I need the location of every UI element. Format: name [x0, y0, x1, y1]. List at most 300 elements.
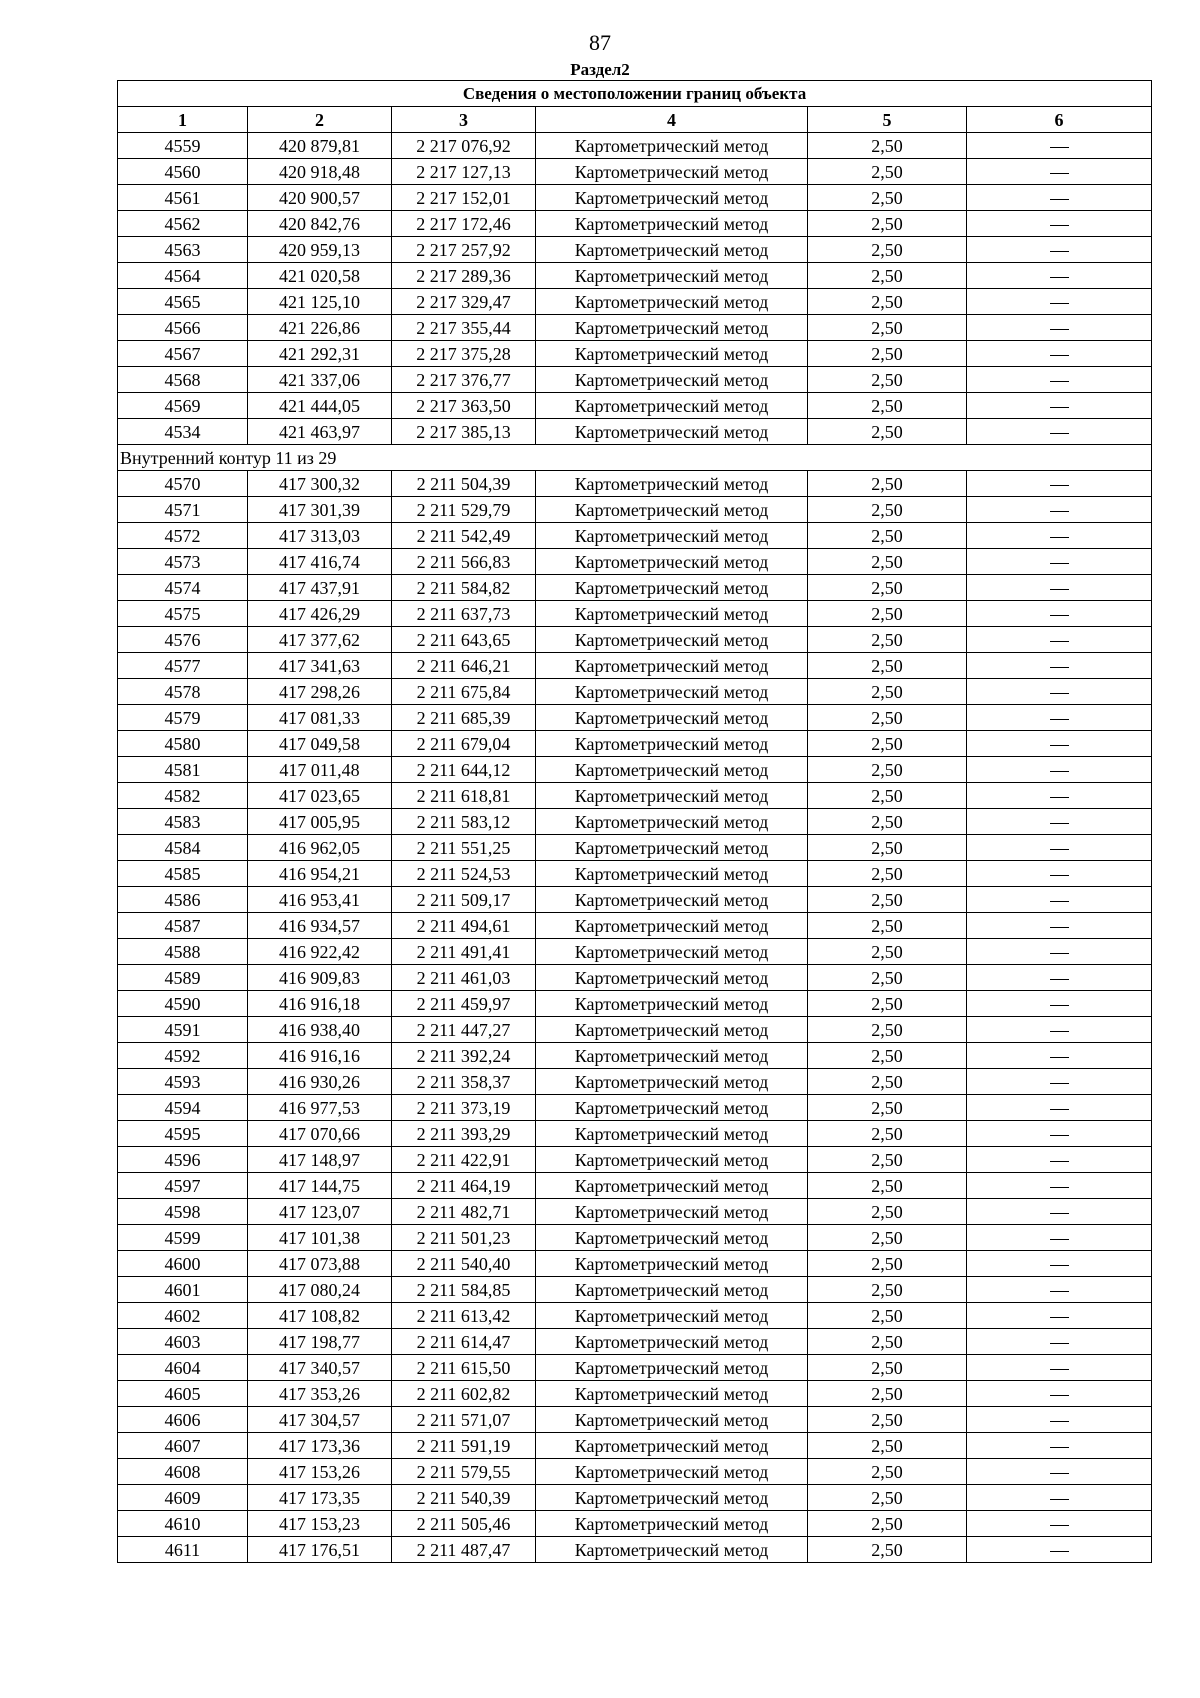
table-row	[118, 419, 1152, 445]
y-coordinate-cell: 2 211 579,55	[392, 1459, 536, 1485]
y-coordinate-cell: 2 211 542,49	[392, 523, 536, 549]
method-cell: Картометрический метод	[536, 653, 808, 679]
point-number-cell: 4565	[118, 289, 248, 315]
point-number-cell: 4584	[118, 835, 248, 861]
accuracy-cell: 2,50	[808, 341, 967, 367]
y-coordinate-cell: 2 211 584,85	[392, 1277, 536, 1303]
point-number-cell: 4603	[118, 1329, 248, 1355]
x-coordinate-cell: 417 198,77	[248, 1329, 392, 1355]
x-coordinate-cell: 421 226,86	[248, 315, 392, 341]
description-cell	[967, 1147, 1152, 1173]
point-number-cell: 4595	[118, 1121, 248, 1147]
x-coordinate-cell: 417 416,74	[248, 549, 392, 575]
accuracy-cell: 2,50	[808, 1303, 967, 1329]
empty-dash	[1050, 381, 1069, 382]
method-cell: Картометрический метод	[536, 315, 808, 341]
point-number-cell: 4611	[118, 1537, 248, 1563]
x-coordinate-cell: 417 313,03	[248, 523, 392, 549]
description-cell	[967, 1095, 1152, 1121]
method-cell: Картометрический метод	[536, 627, 808, 653]
y-coordinate-cell: 2 211 447,27	[392, 1017, 536, 1043]
empty-dash	[1050, 745, 1069, 746]
table-row	[118, 1199, 1152, 1225]
description-cell	[967, 1485, 1152, 1511]
accuracy-cell: 2,50	[808, 497, 967, 523]
description-cell	[967, 601, 1152, 627]
description-cell	[967, 887, 1152, 913]
accuracy-cell: 2,50	[808, 887, 967, 913]
accuracy-cell: 2,50	[808, 653, 967, 679]
table-row	[118, 133, 1152, 159]
method-cell: Картометрический метод	[536, 211, 808, 237]
point-number-cell: 4579	[118, 705, 248, 731]
point-number-cell: 4580	[118, 731, 248, 757]
table-row	[118, 211, 1152, 237]
empty-dash	[1050, 1109, 1069, 1110]
method-cell: Картометрический метод	[536, 601, 808, 627]
empty-dash	[1050, 1083, 1069, 1084]
table-row	[118, 471, 1152, 497]
point-number-cell: 4575	[118, 601, 248, 627]
empty-dash	[1050, 979, 1069, 980]
x-coordinate-cell: 417 341,63	[248, 653, 392, 679]
point-number-cell: 4577	[118, 653, 248, 679]
table-row	[118, 1407, 1152, 1433]
empty-dash	[1050, 407, 1069, 408]
description-cell	[967, 1251, 1152, 1277]
empty-dash	[1050, 1005, 1069, 1006]
point-number-cell: 4573	[118, 549, 248, 575]
method-cell: Картометрический метод	[536, 419, 808, 445]
method-cell: Картометрический метод	[536, 757, 808, 783]
y-coordinate-cell: 2 211 505,46	[392, 1511, 536, 1537]
method-cell: Картометрический метод	[536, 185, 808, 211]
empty-dash	[1050, 355, 1069, 356]
table-row	[118, 939, 1152, 965]
empty-dash	[1050, 823, 1069, 824]
table-row	[118, 705, 1152, 731]
description-cell	[967, 237, 1152, 263]
column-header: 6	[967, 107, 1152, 133]
table-row	[118, 1173, 1152, 1199]
column-header: 2	[248, 107, 392, 133]
method-cell: Картометрический метод	[536, 965, 808, 991]
accuracy-cell: 2,50	[808, 757, 967, 783]
y-coordinate-cell: 2 217 355,44	[392, 315, 536, 341]
accuracy-cell: 2,50	[808, 1329, 967, 1355]
description-cell	[967, 471, 1152, 497]
x-coordinate-cell: 417 081,33	[248, 705, 392, 731]
description-cell	[967, 185, 1152, 211]
accuracy-cell: 2,50	[808, 1381, 967, 1407]
contour-row-group	[118, 445, 1152, 471]
description-cell	[967, 1121, 1152, 1147]
table-row	[118, 679, 1152, 705]
x-coordinate-cell: 417 153,23	[248, 1511, 392, 1537]
accuracy-cell: 2,50	[808, 1537, 967, 1563]
method-cell: Картометрический метод	[536, 1303, 808, 1329]
description-cell	[967, 211, 1152, 237]
accuracy-cell: 2,50	[808, 1017, 967, 1043]
x-coordinate-cell: 416 930,26	[248, 1069, 392, 1095]
method-cell: Картометрический метод	[536, 679, 808, 705]
method-cell: Картометрический метод	[536, 237, 808, 263]
description-cell	[967, 419, 1152, 445]
empty-dash	[1050, 199, 1069, 200]
x-coordinate-cell: 417 005,95	[248, 809, 392, 835]
table-row	[118, 1043, 1152, 1069]
point-number-cell: 4585	[118, 861, 248, 887]
description-cell	[967, 367, 1152, 393]
empty-dash	[1050, 849, 1069, 850]
method-cell: Картометрический метод	[536, 575, 808, 601]
y-coordinate-cell: 2 211 551,25	[392, 835, 536, 861]
point-number-cell: 4568	[118, 367, 248, 393]
description-cell	[967, 263, 1152, 289]
table-title-row	[118, 81, 1152, 107]
table-row	[118, 1511, 1152, 1537]
x-coordinate-cell: 417 304,57	[248, 1407, 392, 1433]
method-cell: Картометрический метод	[536, 341, 808, 367]
x-coordinate-cell: 417 101,38	[248, 1225, 392, 1251]
point-number-cell: 4597	[118, 1173, 248, 1199]
y-coordinate-cell: 2 211 504,39	[392, 471, 536, 497]
accuracy-cell: 2,50	[808, 1433, 967, 1459]
accuracy-cell: 2,50	[808, 263, 967, 289]
point-number-cell: 4589	[118, 965, 248, 991]
y-coordinate-cell: 2 211 487,47	[392, 1537, 536, 1563]
point-number-cell: 4598	[118, 1199, 248, 1225]
accuracy-cell: 2,50	[808, 939, 967, 965]
x-coordinate-cell: 416 922,42	[248, 939, 392, 965]
x-coordinate-cell: 417 340,57	[248, 1355, 392, 1381]
y-coordinate-cell: 2 211 571,07	[392, 1407, 536, 1433]
point-number-cell: 4570	[118, 471, 248, 497]
empty-dash	[1050, 511, 1069, 512]
table-row	[118, 367, 1152, 393]
description-cell	[967, 705, 1152, 731]
method-cell: Картометрический метод	[536, 1173, 808, 1199]
accuracy-cell: 2,50	[808, 705, 967, 731]
method-cell: Картометрический метод	[536, 1277, 808, 1303]
x-coordinate-cell: 421 337,06	[248, 367, 392, 393]
description-cell	[967, 913, 1152, 939]
table-row	[118, 757, 1152, 783]
empty-dash	[1050, 667, 1069, 668]
x-coordinate-cell: 416 954,21	[248, 861, 392, 887]
method-cell: Картометрический метод	[536, 471, 808, 497]
y-coordinate-cell: 2 211 373,19	[392, 1095, 536, 1121]
empty-dash	[1050, 537, 1069, 538]
method-cell: Картометрический метод	[536, 1225, 808, 1251]
y-coordinate-cell: 2 211 583,12	[392, 809, 536, 835]
y-coordinate-cell: 2 211 591,19	[392, 1433, 536, 1459]
x-coordinate-cell: 417 176,51	[248, 1537, 392, 1563]
y-coordinate-cell: 2 211 643,65	[392, 627, 536, 653]
table-row	[118, 653, 1152, 679]
accuracy-cell: 2,50	[808, 185, 967, 211]
accuracy-cell: 2,50	[808, 1095, 967, 1121]
method-cell: Картометрический метод	[536, 549, 808, 575]
empty-dash	[1050, 875, 1069, 876]
description-cell	[967, 1173, 1152, 1199]
table-row	[118, 809, 1152, 835]
method-cell: Картометрический метод	[536, 1121, 808, 1147]
point-number-cell: 4563	[118, 237, 248, 263]
y-coordinate-cell: 2 211 509,17	[392, 887, 536, 913]
method-cell: Картометрический метод	[536, 497, 808, 523]
y-coordinate-cell: 2 217 385,13	[392, 419, 536, 445]
description-cell	[967, 939, 1152, 965]
accuracy-cell: 2,50	[808, 1121, 967, 1147]
point-number-cell: 4593	[118, 1069, 248, 1095]
accuracy-cell: 2,50	[808, 627, 967, 653]
empty-dash	[1050, 719, 1069, 720]
description-cell	[967, 1459, 1152, 1485]
accuracy-cell: 2,50	[808, 861, 967, 887]
empty-dash	[1050, 1239, 1069, 1240]
description-cell	[967, 1355, 1152, 1381]
table-row	[118, 549, 1152, 575]
table-row	[118, 1537, 1152, 1563]
empty-dash	[1050, 1161, 1069, 1162]
accuracy-cell: 2,50	[808, 1043, 967, 1069]
table-row	[118, 991, 1152, 1017]
x-coordinate-cell: 416 953,41	[248, 887, 392, 913]
method-cell: Картометрический метод	[536, 1407, 808, 1433]
table-row	[118, 1017, 1152, 1043]
column-header-row	[118, 107, 1152, 133]
method-cell: Картометрический метод	[536, 1433, 808, 1459]
empty-dash	[1050, 1343, 1069, 1344]
method-cell: Картометрический метод	[536, 783, 808, 809]
accuracy-cell: 2,50	[808, 1147, 967, 1173]
x-coordinate-cell: 420 879,81	[248, 133, 392, 159]
x-coordinate-cell: 420 900,57	[248, 185, 392, 211]
empty-dash	[1050, 329, 1069, 330]
accuracy-cell: 2,50	[808, 393, 967, 419]
table-row	[118, 783, 1152, 809]
method-cell: Картометрический метод	[536, 367, 808, 393]
method-cell: Картометрический метод	[536, 1511, 808, 1537]
point-number-cell: 4559	[118, 133, 248, 159]
empty-dash	[1050, 433, 1069, 434]
y-coordinate-cell: 2 211 679,04	[392, 731, 536, 757]
method-cell: Картометрический метод	[536, 1251, 808, 1277]
empty-dash	[1050, 1187, 1069, 1188]
x-coordinate-cell: 417 148,97	[248, 1147, 392, 1173]
description-cell	[967, 1329, 1152, 1355]
accuracy-cell: 2,50	[808, 1485, 967, 1511]
empty-dash	[1050, 1135, 1069, 1136]
point-number-cell: 4606	[118, 1407, 248, 1433]
column-header: 1	[118, 107, 248, 133]
x-coordinate-cell: 421 125,10	[248, 289, 392, 315]
point-number-cell: 4600	[118, 1251, 248, 1277]
table-row	[118, 159, 1152, 185]
description-cell	[967, 1407, 1152, 1433]
table-row	[118, 731, 1152, 757]
empty-dash	[1050, 1551, 1069, 1552]
point-number-cell: 4581	[118, 757, 248, 783]
y-coordinate-cell: 2 217 076,92	[392, 133, 536, 159]
method-cell: Картометрический метод	[536, 1069, 808, 1095]
empty-dash	[1050, 615, 1069, 616]
accuracy-cell: 2,50	[808, 159, 967, 185]
section-label: Раздел2	[570, 60, 630, 79]
x-coordinate-cell: 417 353,26	[248, 1381, 392, 1407]
empty-dash	[1050, 1213, 1069, 1214]
method-cell: Картометрический метод	[536, 1485, 808, 1511]
description-cell	[967, 991, 1152, 1017]
empty-dash	[1050, 277, 1069, 278]
description-cell	[967, 289, 1152, 315]
accuracy-cell: 2,50	[808, 1199, 967, 1225]
method-cell: Картометрический метод	[536, 835, 808, 861]
y-coordinate-cell: 2 211 461,03	[392, 965, 536, 991]
point-number-cell: 4609	[118, 1485, 248, 1511]
y-coordinate-cell: 2 217 375,28	[392, 341, 536, 367]
accuracy-cell: 2,50	[808, 1251, 967, 1277]
point-number-cell: 4596	[118, 1147, 248, 1173]
point-number-cell: 4574	[118, 575, 248, 601]
y-coordinate-cell: 2 211 613,42	[392, 1303, 536, 1329]
method-cell: Картометрический метод	[536, 1095, 808, 1121]
accuracy-cell: 2,50	[808, 315, 967, 341]
empty-dash	[1050, 1447, 1069, 1448]
point-number-cell: 4587	[118, 913, 248, 939]
accuracy-cell: 2,50	[808, 1173, 967, 1199]
empty-dash	[1050, 1031, 1069, 1032]
method-cell: Картометрический метод	[536, 1381, 808, 1407]
accuracy-cell: 2,50	[808, 679, 967, 705]
table-row	[118, 1381, 1152, 1407]
y-coordinate-cell: 2 211 524,53	[392, 861, 536, 887]
x-coordinate-cell: 417 298,26	[248, 679, 392, 705]
description-cell	[967, 1537, 1152, 1563]
description-cell	[967, 653, 1152, 679]
empty-dash	[1050, 1057, 1069, 1058]
point-number-cell: 4601	[118, 1277, 248, 1303]
method-cell: Картометрический метод	[536, 861, 808, 887]
y-coordinate-cell: 2 211 644,12	[392, 757, 536, 783]
table-row	[118, 1225, 1152, 1251]
description-cell	[967, 133, 1152, 159]
method-cell: Картометрический метод	[536, 133, 808, 159]
empty-dash	[1050, 1291, 1069, 1292]
accuracy-cell: 2,50	[808, 549, 967, 575]
table-row	[118, 1355, 1152, 1381]
point-number-cell: 4588	[118, 939, 248, 965]
table-row	[118, 601, 1152, 627]
x-coordinate-cell: 417 173,35	[248, 1485, 392, 1511]
description-cell	[967, 159, 1152, 185]
empty-dash	[1050, 1395, 1069, 1396]
table-row	[118, 1303, 1152, 1329]
x-coordinate-cell: 417 080,24	[248, 1277, 392, 1303]
empty-dash	[1050, 173, 1069, 174]
accuracy-cell: 2,50	[808, 419, 967, 445]
method-cell: Картометрический метод	[536, 1537, 808, 1563]
empty-dash	[1050, 953, 1069, 954]
accuracy-cell: 2,50	[808, 809, 967, 835]
column-header: 5	[808, 107, 967, 133]
contour-label: Внутренний контур 11 из 29	[118, 445, 1152, 471]
x-coordinate-cell: 421 020,58	[248, 263, 392, 289]
x-coordinate-cell: 420 842,76	[248, 211, 392, 237]
y-coordinate-cell: 2 211 501,23	[392, 1225, 536, 1251]
table-row	[118, 575, 1152, 601]
y-coordinate-cell: 2 211 459,97	[392, 991, 536, 1017]
x-coordinate-cell: 417 123,07	[248, 1199, 392, 1225]
x-coordinate-cell: 416 909,83	[248, 965, 392, 991]
accuracy-cell: 2,50	[808, 523, 967, 549]
empty-dash	[1050, 563, 1069, 564]
point-number-cell: 4610	[118, 1511, 248, 1537]
point-number-cell: 4599	[118, 1225, 248, 1251]
x-coordinate-cell: 417 011,48	[248, 757, 392, 783]
y-coordinate-cell: 2 211 540,39	[392, 1485, 536, 1511]
point-number-cell: 4594	[118, 1095, 248, 1121]
y-coordinate-cell: 2 211 529,79	[392, 497, 536, 523]
y-coordinate-cell: 2 211 392,24	[392, 1043, 536, 1069]
accuracy-cell: 2,50	[808, 1407, 967, 1433]
accuracy-cell: 2,50	[808, 471, 967, 497]
description-cell	[967, 1511, 1152, 1537]
page-number: 87	[589, 30, 611, 55]
table-row	[118, 289, 1152, 315]
table-row	[118, 1459, 1152, 1485]
table-row	[118, 185, 1152, 211]
x-coordinate-cell: 420 918,48	[248, 159, 392, 185]
y-coordinate-cell: 2 217 363,50	[392, 393, 536, 419]
accuracy-cell: 2,50	[808, 1355, 967, 1381]
table-row	[118, 1433, 1152, 1459]
empty-dash	[1050, 1525, 1069, 1526]
table-row	[118, 835, 1152, 861]
y-coordinate-cell: 2 211 494,61	[392, 913, 536, 939]
x-coordinate-cell: 421 444,05	[248, 393, 392, 419]
y-coordinate-cell: 2 211 393,29	[392, 1121, 536, 1147]
description-cell	[967, 1225, 1152, 1251]
description-cell	[967, 341, 1152, 367]
x-coordinate-cell: 417 144,75	[248, 1173, 392, 1199]
accuracy-cell: 2,50	[808, 1225, 967, 1251]
x-coordinate-cell: 417 426,29	[248, 601, 392, 627]
method-cell: Картометрический метод	[536, 1147, 808, 1173]
description-cell	[967, 1277, 1152, 1303]
accuracy-cell: 2,50	[808, 991, 967, 1017]
x-coordinate-cell: 417 377,62	[248, 627, 392, 653]
accuracy-cell: 2,50	[808, 601, 967, 627]
accuracy-cell: 2,50	[808, 965, 967, 991]
point-number-cell: 4567	[118, 341, 248, 367]
y-coordinate-cell: 2 211 618,81	[392, 783, 536, 809]
method-cell: Картометрический метод	[536, 939, 808, 965]
method-cell: Картометрический метод	[536, 159, 808, 185]
empty-dash	[1050, 147, 1069, 148]
empty-dash	[1050, 303, 1069, 304]
x-coordinate-cell: 417 173,36	[248, 1433, 392, 1459]
x-coordinate-cell: 420 959,13	[248, 237, 392, 263]
y-coordinate-cell: 2 211 464,19	[392, 1173, 536, 1199]
method-cell: Картометрический метод	[536, 263, 808, 289]
y-coordinate-cell: 2 211 566,83	[392, 549, 536, 575]
empty-dash	[1050, 589, 1069, 590]
point-number-cell: 4569	[118, 393, 248, 419]
table-row	[118, 627, 1152, 653]
empty-dash	[1050, 927, 1069, 928]
